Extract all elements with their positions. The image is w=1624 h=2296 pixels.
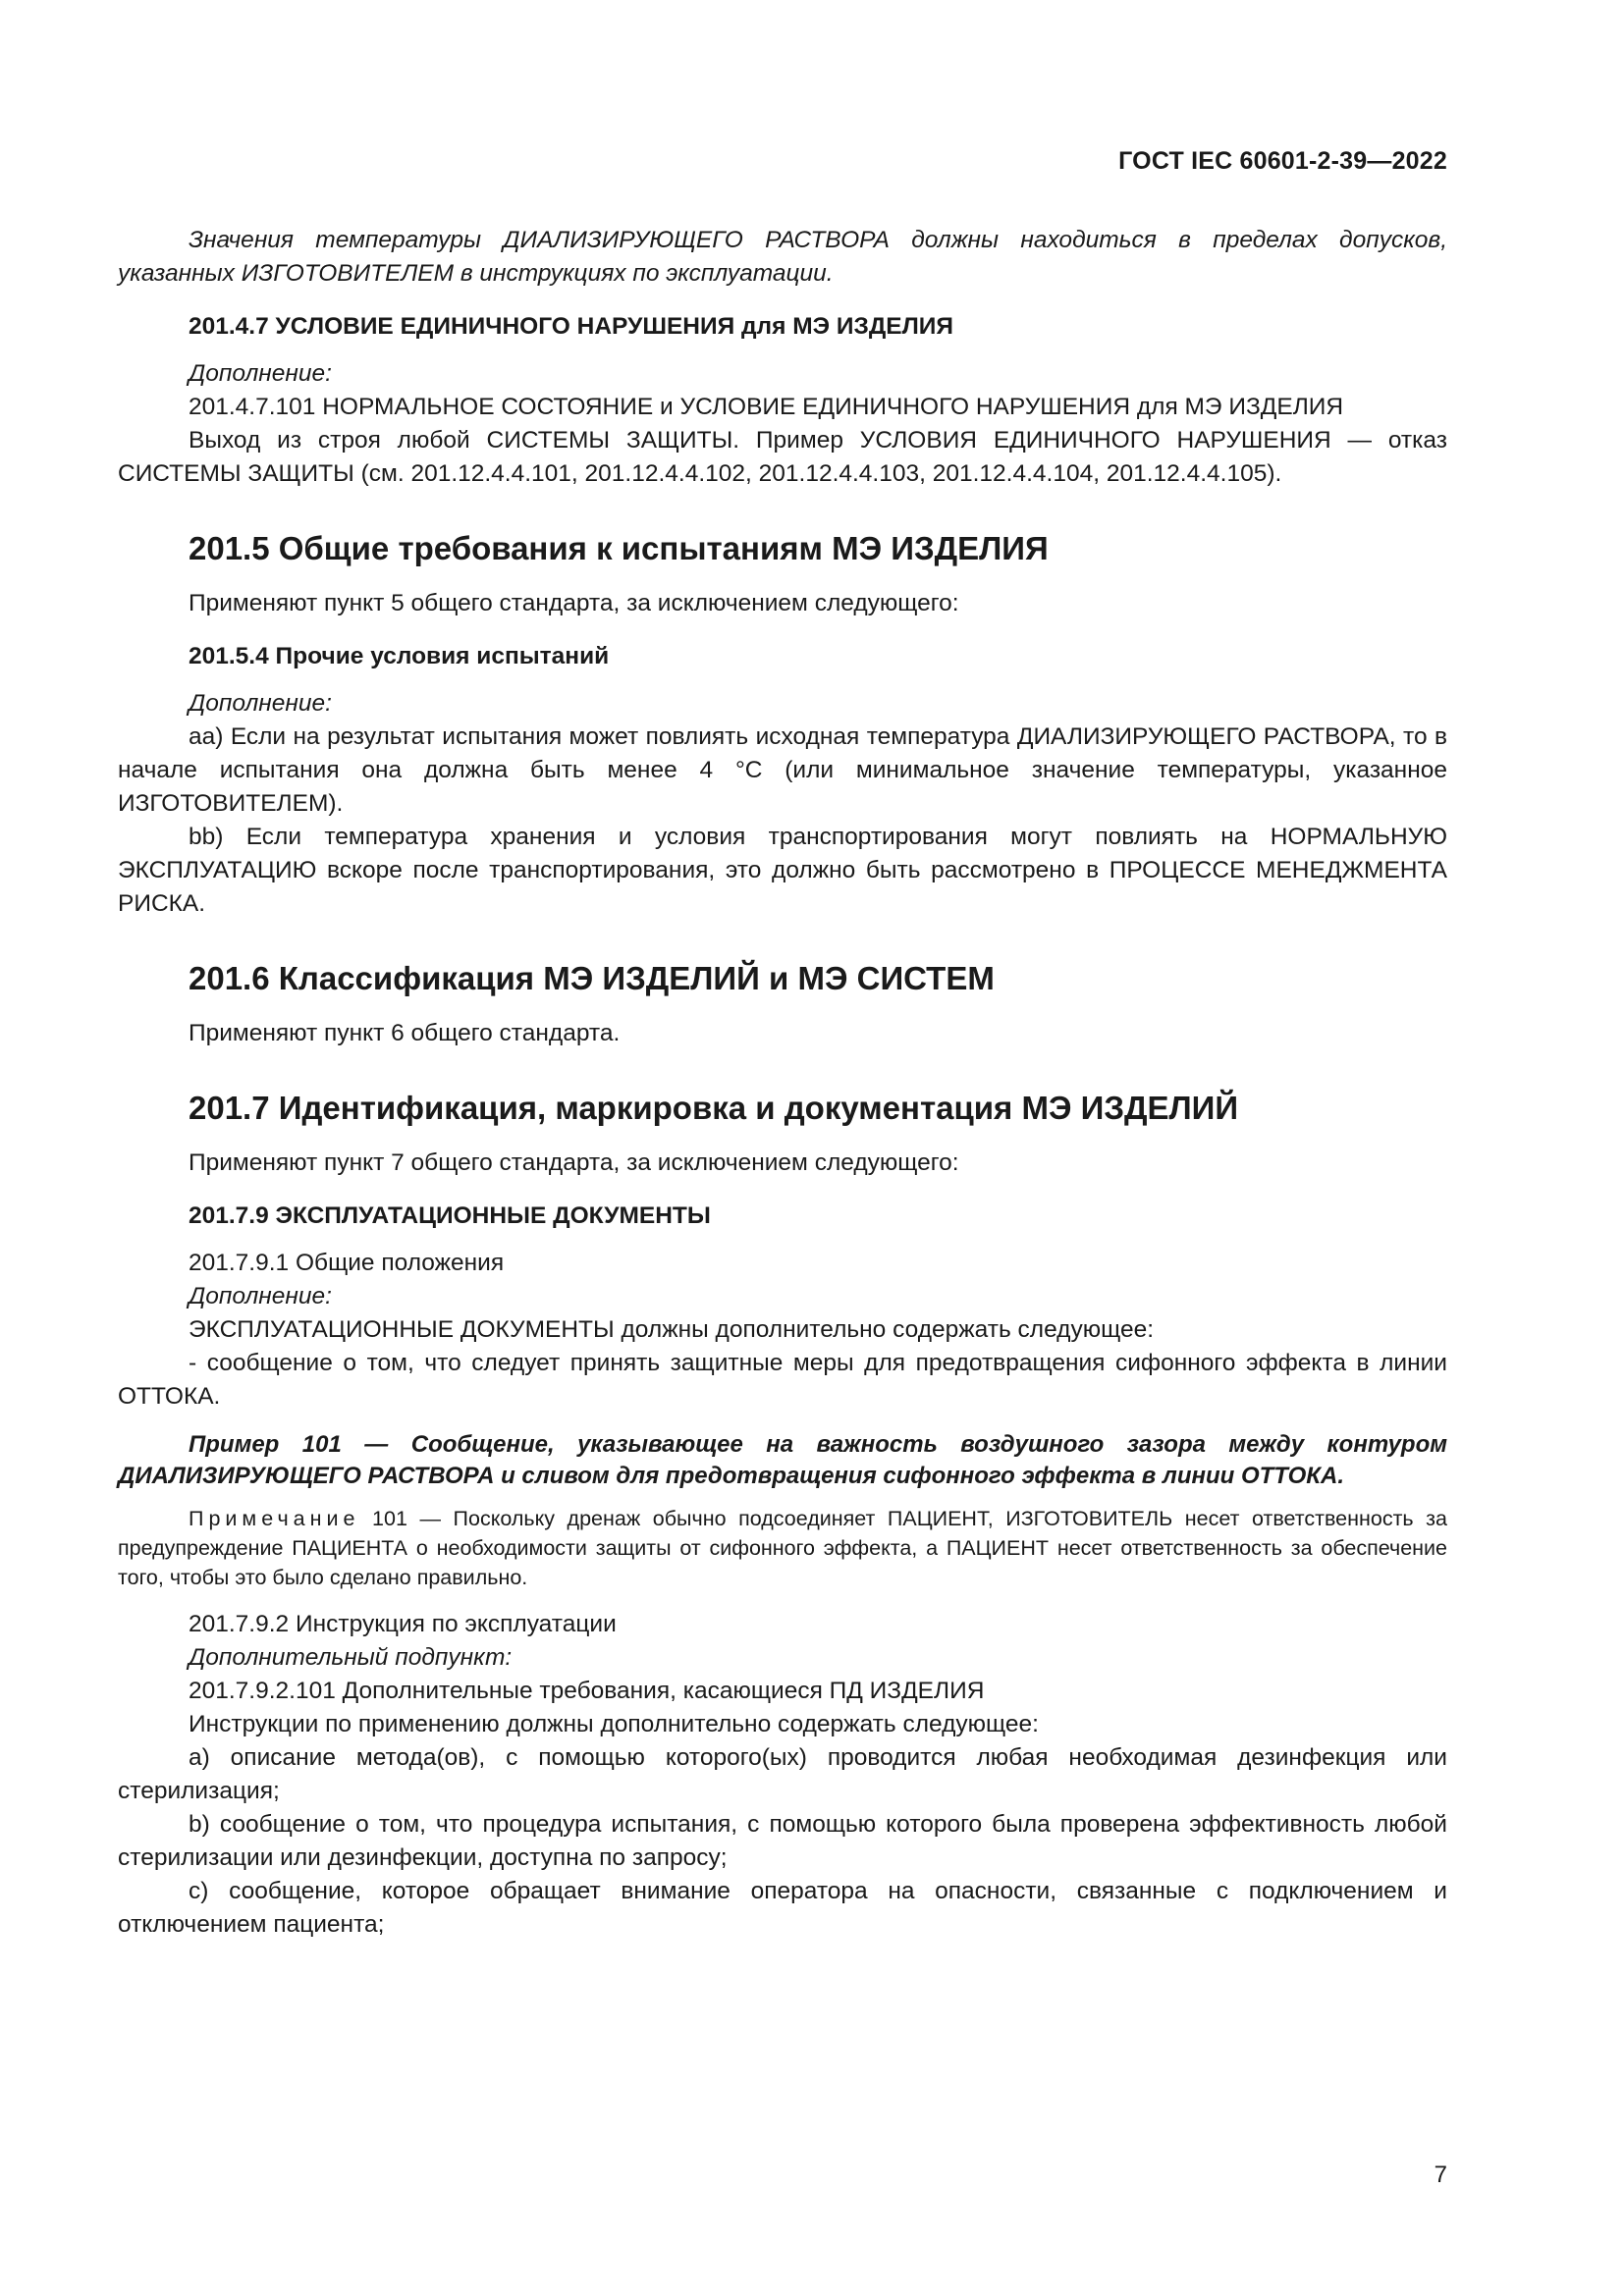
item-a: а) описание метода(ов), с помощью которого(ых) проводится любая необходимая дезинфекция или стерилизация; <box>118 1744 1447 1804</box>
item-b: b) сообщение о том, что процедура испытания, с помощью которого была проверена эффективность любой стерилизации или дезинфекции, доступна по запросу; <box>118 1811 1447 1871</box>
note-text: 101 — Поскольку дренаж обычно подсоединяет ПАЦИЕНТ, ИЗГОТОВИТЕЛЬ несет ответственность за предупреждение ПАЦИЕНТА о необходимости защиты от сифонного эффекта, а ПАЦИЕНТ несет ответственность за обеспечение того, чтобы это было сделано правильно. <box>118 1507 1447 1589</box>
note-label: Примечание <box>189 1507 360 1530</box>
bullet-siphon: - сообщение о том, что следует принять защитные меры для предотвращения сифонного эффекта в линии ОТТОКА. <box>118 1350 1447 1410</box>
paragraph-201-7-9-2-101: 201.7.9.2.101 Дополнительные требования, касающиеся ПД ИЗДЕЛИЯ <box>189 1678 985 1704</box>
paragraph-protection-failure: Выход из строя любой СИСТЕМЫ ЗАЩИТЫ. Пример УСЛОВИЯ ЕДИНИЧНОГО НАРУШЕНИЯ — отказ СИСТЕМЫ ЗАЩИТЫ (см. 201.12.4.4.101, 201.12.4.4.102, 201.12.4.4.103, 201.12.4.4.104, 201.12.4.4.105). <box>118 427 1447 487</box>
example-101: Пример 101 — Сообщение, указывающее на важность воздушного зазора между контуром ДИАЛИЗИРУЮЩЕГО РАСТВОРА и сливом для предотвращения сифонного эффекта в линии ОТТОКА. <box>118 1431 1447 1489</box>
item-c: с) сообщение, которое обращает внимание оператора на опасности, связанные с подключением и отключением пациента; <box>118 1878 1447 1938</box>
note-101 <box>118 1504 1447 1592</box>
section-201-5-4-title: 201.5.4 Прочие условия испытаний <box>189 643 610 669</box>
item-bb: bb) Если температура хранения и условия транспортирования могут повлиять на НОРМАЛЬНУЮ ЭКСПЛУАТАЦИЮ вскоре после транспортирования, это должно быть рассмотрено в ПРОЦЕССЕ МЕНЕДЖМЕНТА РИСКА. <box>118 824 1447 917</box>
section-201-4-7-title: 201.4.7 УСЛОВИЕ ЕДИНИЧНОГО НАРУШЕНИЯ для МЭ ИЗДЕЛИЯ <box>189 313 954 340</box>
intro-paragraph: Значения температуры ДИАЛИЗИРУЮЩЕГО РАСТВОРА должны находиться в пределах допусков, указанных ИЗГОТОВИТЕЛЕМ в инструкциях по эксплуатации. <box>118 227 1447 287</box>
paragraph-docs: ЭКСПЛУАТАЦИОННЫЕ ДОКУМЕНТЫ должны дополнительно содержать следующее: <box>189 1316 1155 1343</box>
paragraph-201-7-9-2: 201.7.9.2 Инструкция по эксплуатации <box>189 1611 617 1637</box>
item-aa: аа) Если на результат испытания может повлиять исходная температура ДИАЛИЗИРУЮЩЕГО РАСТВОРА, то в начале испытания она должна быть менее 4 °С (или минимальное значение температуры, указанное ИЗГОТОВИТЕЛЕМ). <box>118 723 1447 817</box>
page-number: 7 <box>1434 2162 1447 2188</box>
section-201-7-9-title: 201.7.9 ЭКСПЛУАТАЦИОННЫЕ ДОКУМЕНТЫ <box>189 1202 711 1229</box>
document-body <box>118 224 1447 1942</box>
section-201-6-title: 201.6 Классификация МЭ ИЗДЕЛИЙ и МЭ СИСТЕМ <box>189 960 995 996</box>
section-201-7-title: 201.7 Идентификация, маркировка и документация МЭ ИЗДЕЛИЙ <box>189 1090 1239 1126</box>
addition-label: Дополнение: <box>189 360 332 387</box>
document-header: ГОСТ IEC 60601-2-39—2022 <box>1118 147 1447 175</box>
paragraph-201-7-9-1: 201.7.9.1 Общие положения <box>189 1250 505 1276</box>
addition-label: Дополнение: <box>189 690 332 717</box>
section-201-5-title: 201.5 Общие требования к испытаниям МЭ ИЗДЕЛИЯ <box>189 530 1049 566</box>
additional-subclause-label: Дополнительный подпункт: <box>189 1644 513 1671</box>
section-201-6-text: Применяют пункт 6 общего стандарта. <box>189 1020 621 1046</box>
paragraph-201-4-7-101: 201.4.7.101 НОРМАЛЬНОЕ СОСТОЯНИЕ и УСЛОВИЕ ЕДИНИЧНОГО НАРУШЕНИЯ для МЭ ИЗДЕЛИЯ <box>189 394 1344 420</box>
section-201-7-text: Применяют пункт 7 общего стандарта, за исключением следующего: <box>189 1149 959 1176</box>
addition-label: Дополнение: <box>189 1283 332 1309</box>
paragraph-instructions: Инструкции по применению должны дополнительно содержать следующее: <box>189 1711 1039 1737</box>
section-201-5-text: Применяют пункт 5 общего стандарта, за исключением следующего: <box>189 590 959 616</box>
